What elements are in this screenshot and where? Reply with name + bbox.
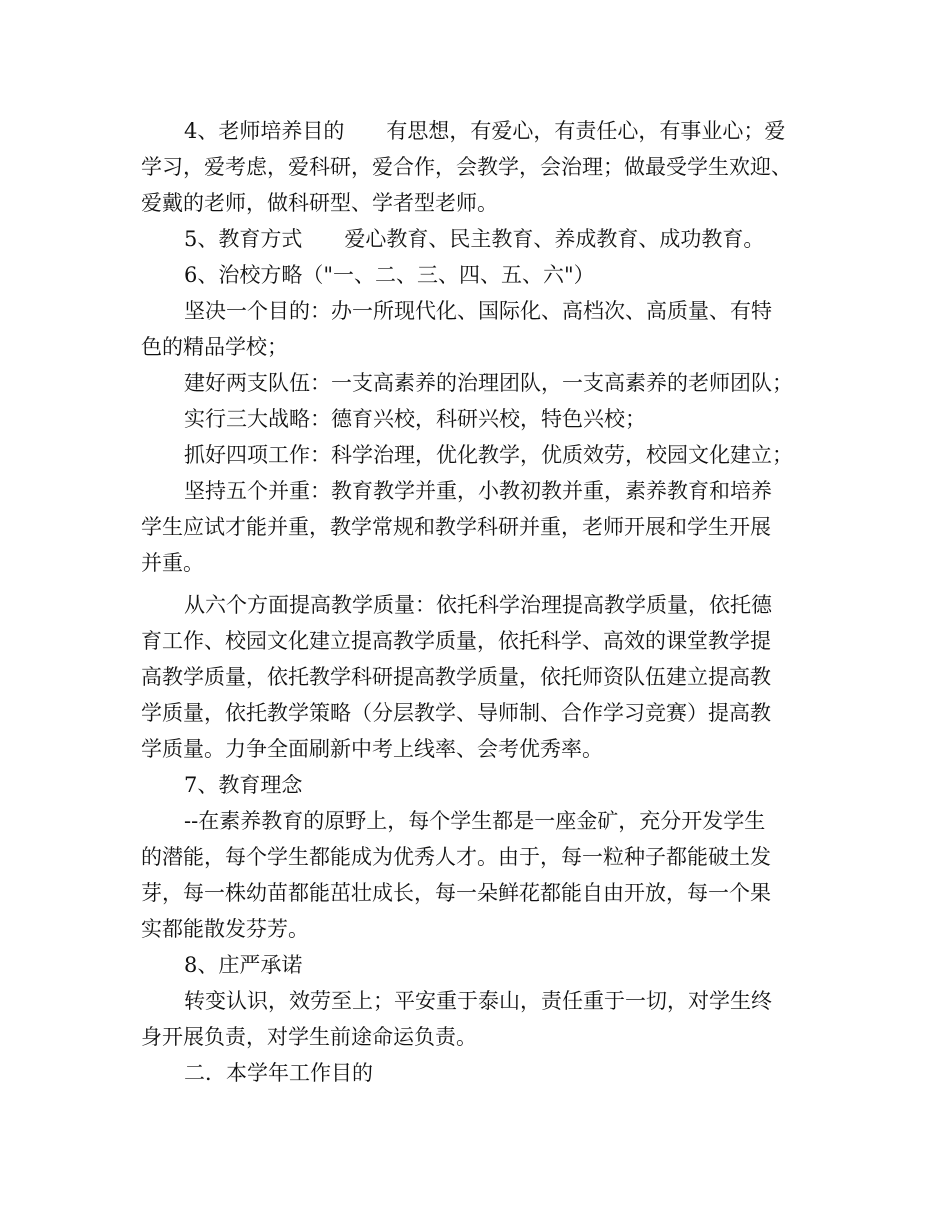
text-line: 学质量，依托教学策略（分层教学、导师制、合作学习竞赛）提高教 <box>141 701 771 725</box>
text-line: 6、治校方略（"一、二、三、四、五、六"） <box>184 263 595 287</box>
document-body <box>141 113 821 1091</box>
text-line: 二．本学年工作目的 <box>184 1061 373 1085</box>
text-line: 育工作、校园文化建立提高教学质量，依托科学、高效的课堂教学提 <box>141 629 771 653</box>
text-line: --在素养教育的原野上，每个学生都是一座金矿，充分开发学生 <box>184 809 766 833</box>
text-line: 色的精品学校； <box>141 335 288 359</box>
text-line: 高教学质量，依托教学科研提高教学质量，依托师资队伍建立提高教 <box>141 665 771 689</box>
text-line: 转变认识，效劳至上；平安重于泰山，责任重于一切，对学生终 <box>184 989 772 1013</box>
text-line: 建好两支队伍：一支高素养的治理团队，一支高素养的老师团队； <box>184 371 793 395</box>
text-line: 5、教育方式 爱心教育、民主教育、养成教育、成功教育。 <box>184 227 765 251</box>
text-line: 实都能散发芬芳。 <box>141 917 309 941</box>
text-line: 学习，爱考虑，爱科研，爱合作，会教学，会治理；做最受学生欢迎、 <box>141 155 792 179</box>
text-line: 从六个方面提高教学质量：依托科学治理提高教学质量，依托德 <box>184 593 772 617</box>
text-line: 坚决一个目的：办一所现代化、国际化、高档次、高质量、有特 <box>184 299 772 323</box>
text-line: 坚持五个并重：教育教学并重，小教初教并重，素养教育和培养 <box>184 479 772 503</box>
text-line: 7、教育理念 <box>184 773 303 797</box>
text-line: 身开展负责，对学生前途命运负责。 <box>141 1025 477 1049</box>
text-line: 学生应试才能并重，教学常规和教学科研并重，老师开展和学生开展 <box>141 515 771 539</box>
text-line: 实行三大战略：德育兴校，科研兴校，特色兴校； <box>184 407 646 431</box>
text-line: 并重。 <box>141 551 204 575</box>
text-line: 抓好四项工作：科学治理，优化教学，优质效劳，校园文化建立； <box>184 443 793 467</box>
text-line: 的潜能，每个学生都能成为优秀人才。由于，每一粒种子都能破土发 <box>141 845 771 869</box>
text-line: 芽，每一株幼苗都能茁壮成长，每一朵鲜花都能自由开放，每一个果 <box>141 881 771 905</box>
text-line: 爱戴的老师，做科研型、学者型老师。 <box>141 191 498 215</box>
text-line: 4、老师培养目的 有思想，有爱心，有责任心，有事业心；爱 <box>184 119 786 143</box>
text-line: 学质量。力争全面刷新中考上线率、会考优秀率。 <box>141 737 603 761</box>
text-line: 8、庄严承诺 <box>184 953 303 977</box>
